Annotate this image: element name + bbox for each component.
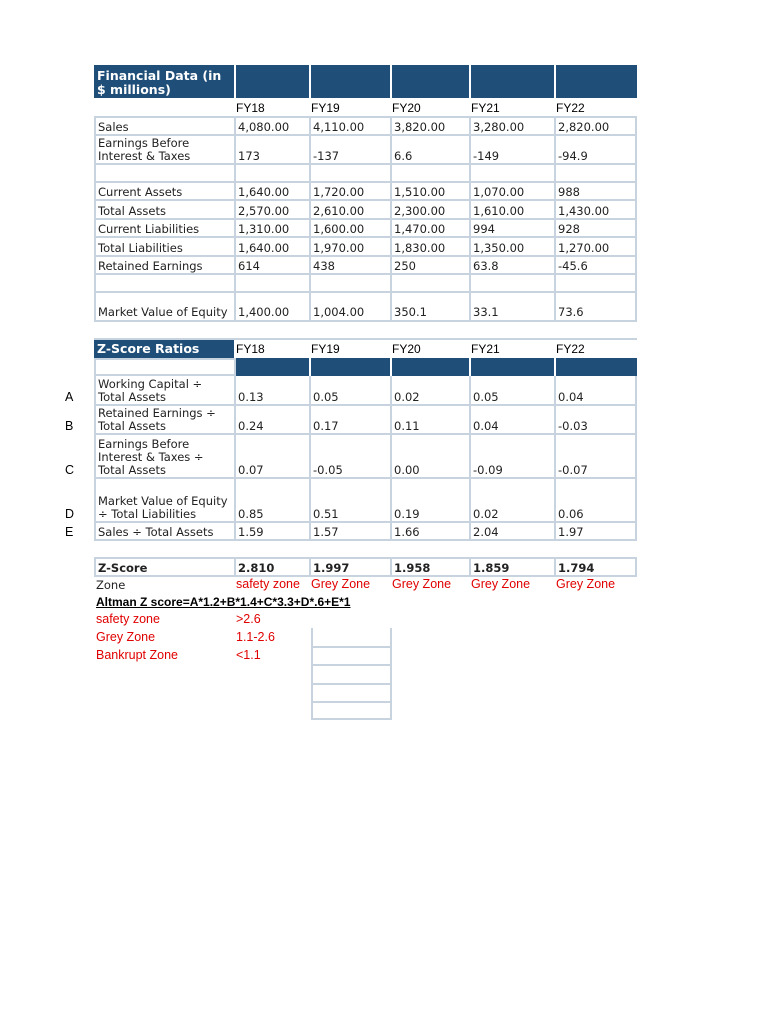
zscore-title: Z-Score Ratios [94, 340, 234, 358]
header-divider [309, 358, 311, 376]
year-header: FY20 [392, 101, 421, 115]
ratio-label [96, 435, 236, 479]
table-cell: -137 [311, 136, 392, 165]
table-cell: 0.00 [392, 435, 471, 479]
table-cell: 0.05 [471, 376, 556, 406]
table-cell: 73.6 [556, 293, 637, 322]
ratio-letter: D [65, 507, 75, 521]
table-cell: 1,510.00 [392, 183, 471, 201]
table-cell: 0.13 [236, 376, 311, 406]
table-cell: 1,310.00 [236, 220, 311, 238]
table-cell: 1,004.00 [311, 293, 392, 322]
legend-zone-name: Bankrupt Zone [96, 648, 178, 662]
table-cell: 1,640.00 [236, 183, 311, 201]
table-cell: 1,610.00 [471, 201, 556, 220]
table-cell: 1,400.00 [236, 293, 311, 322]
zscore-value: 2.810 [236, 559, 311, 577]
empty-cell [556, 165, 637, 183]
table-cell: 3,280.00 [471, 118, 556, 136]
legend-zone-range: 1.1-2.6 [236, 630, 275, 644]
header-divider [309, 65, 311, 98]
table-cell: 1,070.00 [471, 183, 556, 201]
row-label: Current Assets [96, 183, 236, 201]
grid-line [311, 683, 392, 685]
table-cell: 994 [471, 220, 556, 238]
header-divider [234, 65, 236, 98]
ratio-label-text: Working Capital ÷ Total Assets [98, 377, 203, 404]
year-header: FY22 [556, 342, 585, 356]
row-label: Sales [96, 118, 236, 136]
table-cell: 0.04 [556, 376, 637, 406]
ratio-label [96, 479, 236, 523]
empty-cell [311, 275, 392, 293]
table-cell: 1,720.00 [311, 183, 392, 201]
table-cell: 350.1 [392, 293, 471, 322]
table-cell: 1.97 [556, 523, 637, 541]
grid-line [311, 718, 392, 720]
legend-zone-range: >2.6 [236, 612, 261, 626]
table-cell: 6.6 [392, 136, 471, 165]
table-cell: 2,300.00 [392, 201, 471, 220]
table-cell: 63.8 [471, 257, 556, 275]
year-header: FY21 [471, 342, 500, 356]
header-divider [554, 65, 556, 98]
year-header: FY20 [392, 342, 421, 356]
table-cell: 0.02 [471, 479, 556, 523]
table-cell: -0.05 [311, 435, 392, 479]
ratio-letter: C [65, 463, 75, 477]
zone-value: Grey Zone [311, 577, 371, 591]
empty-cell [556, 275, 637, 293]
row-label-text: Earnings Before Interest & Taxes [98, 136, 191, 163]
table-cell: 1,830.00 [392, 238, 471, 257]
zscore-header-bar [236, 358, 637, 376]
zscore-value: 1.997 [311, 559, 392, 577]
header-divider [390, 358, 392, 376]
table-cell: 1,270.00 [556, 238, 637, 257]
row-label: Market Value of Equity [96, 293, 236, 322]
table-cell: -149 [471, 136, 556, 165]
table-cell: 2,610.00 [311, 201, 392, 220]
table-cell: 614 [236, 257, 311, 275]
table-cell: -0.03 [556, 406, 637, 435]
year-header: FY21 [471, 101, 500, 115]
table-cell: 0.51 [311, 479, 392, 523]
row-label: Total Liabilities [96, 238, 236, 257]
header-divider [554, 358, 556, 376]
zone-value: Grey Zone [556, 577, 616, 591]
empty-cell [236, 275, 311, 293]
table-cell: 438 [311, 257, 392, 275]
header-divider [390, 65, 392, 98]
empty-cell [96, 358, 236, 376]
ratio-letter: B [65, 419, 74, 433]
ratio-letter: E [65, 525, 74, 539]
empty-cell [96, 165, 236, 183]
empty-cell [392, 275, 471, 293]
table-cell: 928 [556, 220, 637, 238]
table-cell: 173 [236, 136, 311, 165]
ratio-letter: A [65, 390, 74, 404]
year-header: FY19 [311, 342, 340, 356]
table-cell: 0.06 [556, 479, 637, 523]
table-cell: 2,820.00 [556, 118, 637, 136]
table-cell: 1.66 [392, 523, 471, 541]
zone-value: Grey Zone [471, 577, 531, 591]
table-cell: 0.24 [236, 406, 311, 435]
table-cell: 1,430.00 [556, 201, 637, 220]
empty-cell [236, 165, 311, 183]
header-divider [469, 358, 471, 376]
table-cell: 0.05 [311, 376, 392, 406]
table-cell: 4,110.00 [311, 118, 392, 136]
row-label: Current Liabilities [96, 220, 236, 238]
ratio-label [96, 376, 236, 406]
zscore-value: 1.958 [392, 559, 471, 577]
table-cell: 1,970.00 [311, 238, 392, 257]
table-cell: 33.1 [471, 293, 556, 322]
empty-cell [471, 275, 556, 293]
table-cell: 250 [392, 257, 471, 275]
table-cell: 0.19 [392, 479, 471, 523]
table-cell: 0.85 [236, 479, 311, 523]
ratio-label-text: Market Value of Equity ÷ Total Liabilities [98, 494, 228, 521]
table-cell: 1.57 [311, 523, 392, 541]
table-cell: 1.59 [236, 523, 311, 541]
ratio-label-text: Earnings Before Interest & Taxes ÷ Total Assets [98, 437, 204, 477]
empty-cell [471, 165, 556, 183]
zone-value: Grey Zone [392, 577, 452, 591]
empty-cell [392, 165, 471, 183]
table-cell: -45.6 [556, 257, 637, 275]
zone-label: Zone [96, 578, 126, 592]
altman-formula: Altman Z score=A*1.2+B*1.4+C*3.3+D*.6+E*1 [96, 595, 351, 609]
empty-cell [96, 275, 236, 293]
ratio-label [96, 406, 236, 435]
table-cell: -94.9 [556, 136, 637, 165]
row-label [96, 136, 236, 165]
row-label: Retained Earnings [96, 257, 236, 275]
table-cell: 0.04 [471, 406, 556, 435]
ratio-label: Sales ÷ Total Assets [96, 523, 236, 541]
zscore-value: 1.859 [471, 559, 556, 577]
financial-title: Financial Data (in $ millions) [97, 68, 222, 97]
ratio-label-text: Retained Earnings ÷ Total Assets [98, 406, 216, 433]
row-label: Total Assets [96, 201, 236, 220]
table-cell: -0.09 [471, 435, 556, 479]
legend-zone-range: <1.1 [236, 648, 261, 662]
table-cell: 0.17 [311, 406, 392, 435]
year-header: FY18 [236, 342, 265, 356]
zscore-label: Z-Score [96, 559, 236, 577]
table-cell: 4,080.00 [236, 118, 311, 136]
table-cell: 988 [556, 183, 637, 201]
year-header: FY18 [236, 101, 265, 115]
table-cell: 0.07 [236, 435, 311, 479]
zscore-value: 1.794 [556, 559, 637, 577]
table-cell: 1,600.00 [311, 220, 392, 238]
table-cell: 2.04 [471, 523, 556, 541]
table-cell: 0.02 [392, 376, 471, 406]
year-header: FY19 [311, 101, 340, 115]
empty-cell [311, 628, 392, 720]
legend-zone-name: Grey Zone [96, 630, 156, 644]
table-cell: 1,640.00 [236, 238, 311, 257]
grid-line [311, 646, 392, 648]
header-divider [469, 65, 471, 98]
table-cell: -0.07 [556, 435, 637, 479]
table-cell: 3,820.00 [392, 118, 471, 136]
grid-line [311, 701, 392, 703]
year-header: FY22 [556, 101, 585, 115]
empty-cell [311, 165, 392, 183]
table-cell: 0.11 [392, 406, 471, 435]
table-cell: 1,350.00 [471, 238, 556, 257]
table-cell: 1,470.00 [392, 220, 471, 238]
legend-zone-name: safety zone [96, 612, 160, 626]
grid-line [311, 664, 392, 666]
zone-value: safety zone [236, 577, 300, 591]
table-cell: 2,570.00 [236, 201, 311, 220]
